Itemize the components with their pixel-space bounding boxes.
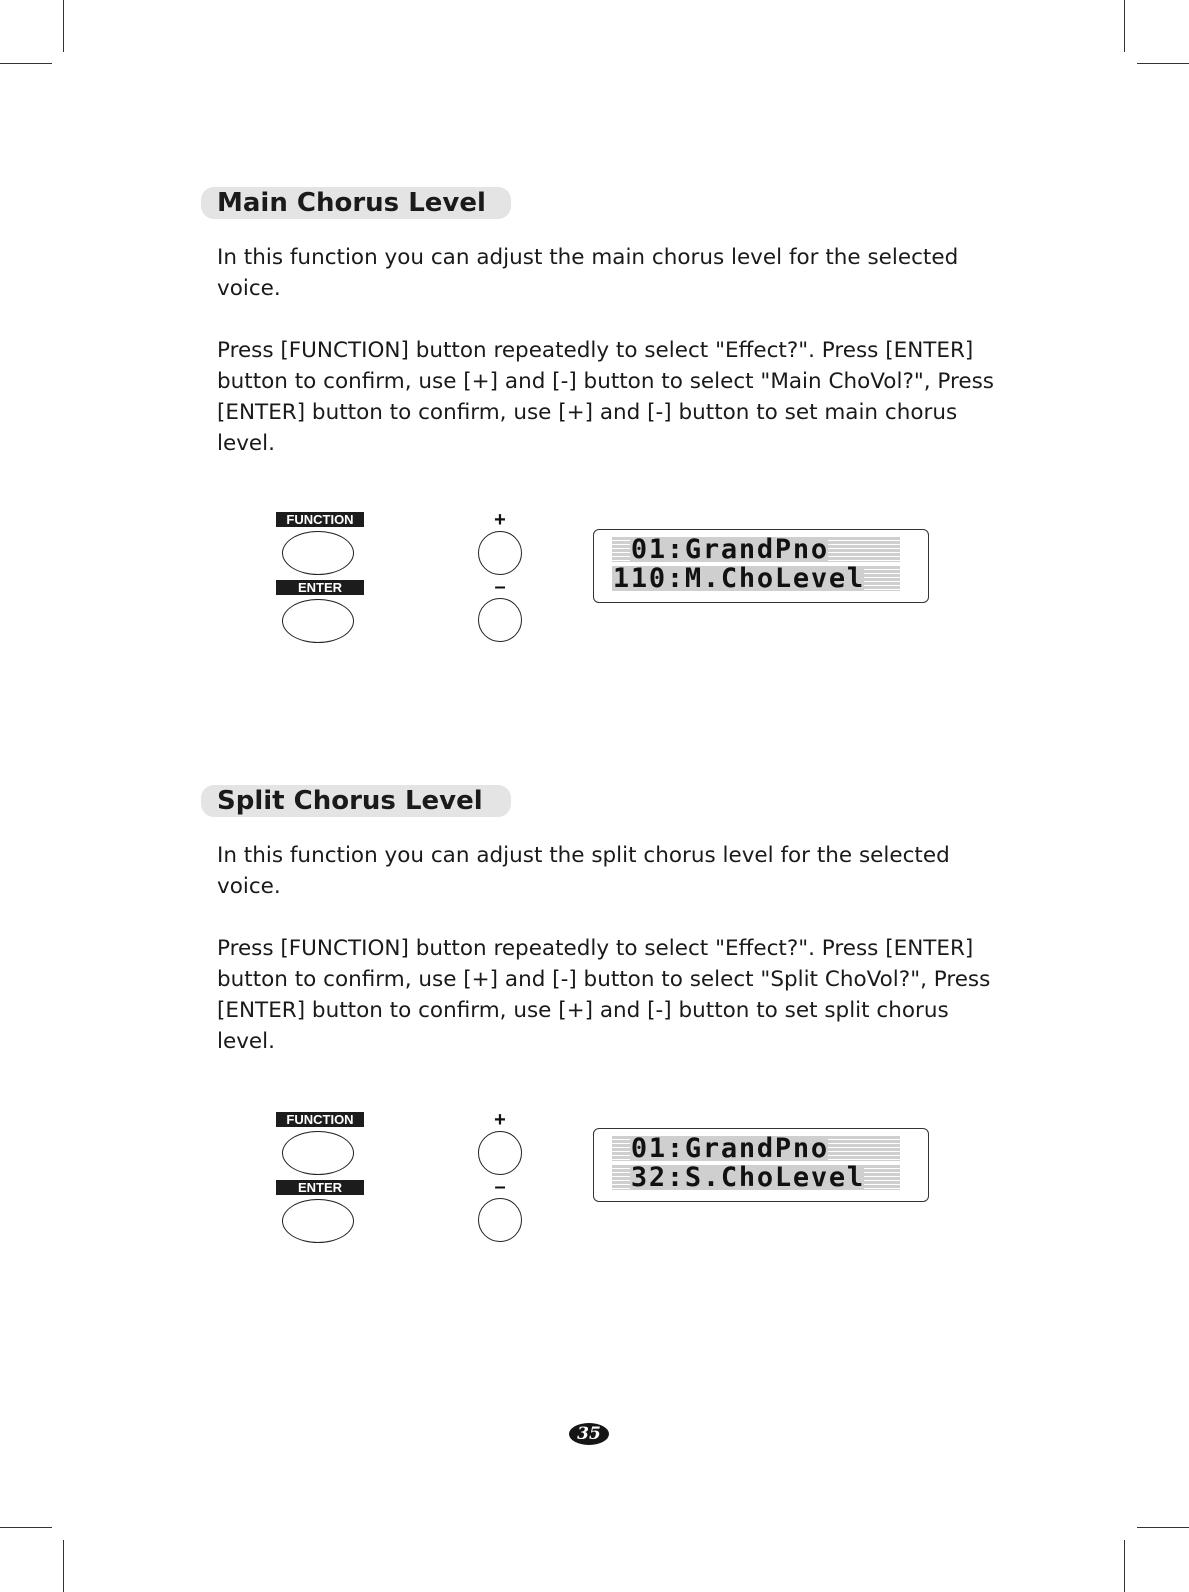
lcd-char: . bbox=[702, 566, 720, 591]
lcd-char bbox=[864, 566, 882, 591]
lcd-char: n bbox=[738, 1136, 756, 1161]
section-steps: Press [FUNCTION] button repeatedly to select "Effect?". Press [ENTER] button to confirm, use [+] and [-] button to select "Main ChoVol?", Press [ENTER] button to confirm, use [+] and [-] button to set main chorus level. bbox=[217, 338, 994, 456]
lcd-char: e bbox=[792, 1165, 810, 1190]
section-steps: Press [FUNCTION] button repeatedly to select "Effect?". Press [ENTER] button to confirm, use [+] and [-] button to select "Split ChoVol?", Press [ENTER] button to confirm, use [+] and [-] button to set split chorus level. bbox=[217, 936, 991, 1054]
lcd-char: P bbox=[774, 537, 792, 562]
lcd-char: o bbox=[810, 537, 828, 562]
lcd-char: d bbox=[756, 1136, 774, 1161]
lcd-char: L bbox=[774, 1165, 792, 1190]
lcd-char: a bbox=[720, 537, 738, 562]
lcd-char: h bbox=[738, 1165, 756, 1190]
lcd-display bbox=[593, 529, 929, 603]
minus-button-label: – bbox=[494, 576, 506, 598]
lcd-char: l bbox=[846, 1165, 864, 1190]
lcd-char bbox=[882, 1136, 900, 1161]
lcd-char: e bbox=[828, 1165, 846, 1190]
lcd-char: 1 bbox=[612, 566, 630, 591]
lcd-char: d bbox=[756, 537, 774, 562]
lcd-char: 2 bbox=[648, 1165, 666, 1190]
lcd-char: 3 bbox=[630, 1165, 648, 1190]
lcd-char: C bbox=[720, 1165, 738, 1190]
lcd-char: v bbox=[810, 1165, 828, 1190]
lcd-char: 1 bbox=[630, 566, 648, 591]
crop-mark bbox=[1124, 1540, 1125, 1592]
minus-button bbox=[478, 598, 522, 642]
page-number: 35 bbox=[569, 1423, 609, 1445]
lcd-char: n bbox=[792, 537, 810, 562]
minus-button bbox=[478, 1198, 522, 1242]
lcd-char bbox=[828, 537, 846, 562]
lcd-char: . bbox=[702, 1165, 720, 1190]
lcd-char: L bbox=[774, 566, 792, 591]
lcd-char: o bbox=[756, 1165, 774, 1190]
lcd-char: l bbox=[846, 566, 864, 591]
lcd-char: C bbox=[720, 566, 738, 591]
lcd-char: M bbox=[684, 566, 702, 591]
crop-mark bbox=[0, 1527, 52, 1528]
lcd-char: : bbox=[666, 537, 684, 562]
crop-mark bbox=[1137, 1527, 1189, 1528]
plus-button-label: + bbox=[494, 1109, 506, 1131]
lcd-char: o bbox=[810, 1136, 828, 1161]
lcd-char: a bbox=[720, 1136, 738, 1161]
lcd-char bbox=[612, 537, 630, 562]
lcd-char: 1 bbox=[648, 1136, 666, 1161]
plus-button bbox=[478, 1131, 522, 1175]
enter-button-label: ENTER bbox=[276, 580, 364, 595]
section-heading: Split Chorus Level bbox=[201, 785, 511, 817]
lcd-line bbox=[612, 537, 928, 566]
lcd-char: 0 bbox=[630, 1136, 648, 1161]
lcd-display bbox=[593, 1128, 929, 1202]
lcd-char: 0 bbox=[648, 566, 666, 591]
plus-button-label: + bbox=[494, 509, 506, 531]
crop-mark bbox=[63, 1540, 64, 1592]
lcd-line bbox=[612, 1136, 928, 1165]
lcd-char: 0 bbox=[630, 537, 648, 562]
minus-button-label: – bbox=[494, 1176, 506, 1198]
lcd-char: P bbox=[774, 1136, 792, 1161]
lcd-char bbox=[846, 537, 864, 562]
lcd-char bbox=[612, 1136, 630, 1161]
lcd-char bbox=[882, 537, 900, 562]
function-button-label: FUNCTION bbox=[276, 1112, 364, 1127]
lcd-char: e bbox=[828, 566, 846, 591]
lcd-char: G bbox=[684, 537, 702, 562]
lcd-char bbox=[846, 1136, 864, 1161]
lcd-char: n bbox=[738, 537, 756, 562]
lcd-char bbox=[864, 537, 882, 562]
lcd-char bbox=[882, 566, 900, 591]
lcd-char bbox=[828, 1136, 846, 1161]
lcd-char bbox=[612, 1165, 630, 1190]
section-intro: In this function you can adjust the main chorus level for the selected voice. bbox=[217, 245, 959, 301]
lcd-char bbox=[882, 1165, 900, 1190]
lcd-char bbox=[864, 1136, 882, 1161]
lcd-char: S bbox=[684, 1165, 702, 1190]
enter-button-label: ENTER bbox=[276, 1180, 364, 1195]
plus-button bbox=[478, 531, 522, 575]
enter-button bbox=[282, 599, 354, 643]
lcd-char: v bbox=[810, 566, 828, 591]
section-intro: In this function you can adjust the split chorus level for the selected voice. bbox=[217, 843, 950, 899]
function-button bbox=[282, 1131, 354, 1175]
lcd-char: o bbox=[756, 566, 774, 591]
lcd-char: e bbox=[792, 566, 810, 591]
lcd-char: : bbox=[666, 1165, 684, 1190]
lcd-char: G bbox=[684, 1136, 702, 1161]
lcd-char: r bbox=[702, 1136, 720, 1161]
section-heading: Main Chorus Level bbox=[201, 187, 511, 219]
lcd-char: h bbox=[738, 566, 756, 591]
function-button bbox=[282, 531, 354, 575]
function-button-label: FUNCTION bbox=[276, 512, 364, 527]
lcd-char bbox=[864, 1165, 882, 1190]
lcd-char: n bbox=[792, 1136, 810, 1161]
enter-button bbox=[282, 1199, 354, 1243]
lcd-char: : bbox=[666, 1136, 684, 1161]
lcd-line bbox=[612, 566, 928, 595]
lcd-char: : bbox=[666, 566, 684, 591]
lcd-char: 1 bbox=[648, 537, 666, 562]
lcd-line bbox=[612, 1165, 928, 1194]
lcd-char: r bbox=[702, 537, 720, 562]
